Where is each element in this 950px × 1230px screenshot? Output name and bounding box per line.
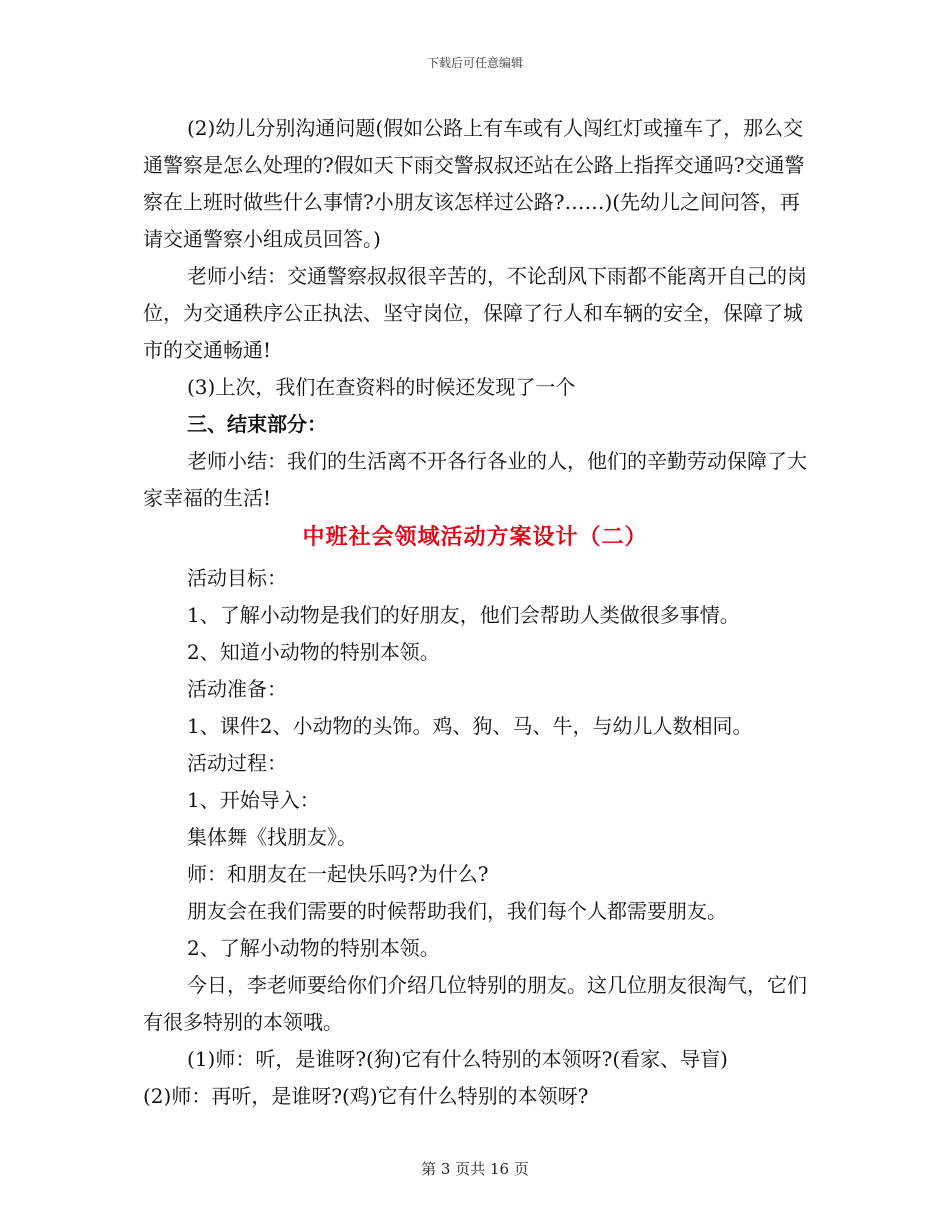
- process-text-question: 师：和朋友在一起快乐吗?为什么?: [187, 862, 489, 886]
- goal-item-1: 1、了解小动物是我们的好朋友，他们会帮助人类做很多事情。: [187, 603, 740, 627]
- page-header: 下载后可任意编辑: [426, 56, 523, 70]
- process-text-intro: 今日，李老师要给你们介绍几位特别的朋友。这几位朋友很淘气，它们有很多特别的本领哦。: [143, 973, 807, 1034]
- document-body: [143, 110, 807, 1115]
- label-activity-preparation: 活动准备：: [187, 677, 287, 701]
- process-text-dance: 集体舞《找朋友》。: [187, 825, 357, 849]
- label-activity-process: 活动过程：: [187, 751, 287, 775]
- paragraph-teacher-summary-2: 老师小结：我们的生活离不开各行各业的人，他们的辛勤劳动保障了大家幸福的生活!: [143, 449, 807, 510]
- goal-item-2: 2、知道小动物的特别本领。: [187, 640, 440, 664]
- process-text-friends: 朋友会在我们需要的时候帮助我们，我们每个人都需要朋友。: [187, 899, 727, 923]
- preparation-item-1: 1、课件2、小动物的头饰。鸡、狗、马、牛，与幼儿人数相同。: [187, 714, 753, 738]
- paragraph-item-3: (3)上次，我们在查资料的时候还发现了一个: [187, 375, 576, 399]
- paragraph-discussion: (2)幼儿分别沟通问题(假如公路上有车或有人闯红灯或撞车了，那么交通警察是怎么处理的?假如天下雨交警叔叔还站在公路上指挥交通吗?交通警察在上班时做些什么事情?小朋友该怎样过公路?……)(先幼儿之间问答，再请交通警察小组成员回答。): [143, 116, 805, 251]
- process-sub-2: (2)师：再听，是谁呀?(鸡)它有什么特别的本领呀?: [143, 1084, 589, 1108]
- section-heading-ending: 三、结束部分：: [187, 412, 327, 436]
- document-title: 中班社会领域活动方案设计（二）: [302, 524, 648, 550]
- paragraph-teacher-summary-1: 老师小结：交通警察叔叔很辛苦的，不论刮风下雨都不能离开自己的岗位，为交通秩序公正执法、坚守岗位，保障了行人和车辆的安全，保障了城市的交通畅通!: [143, 264, 807, 362]
- process-step-2: 2、了解小动物的特别本领。: [187, 936, 440, 960]
- process-step-1: 1、开始导入：: [187, 788, 320, 812]
- page-footer: 第 3 页共 16 页: [421, 1160, 529, 1178]
- process-sub-1: (1)师：听，是谁呀?(狗)它有什么特别的本领呀?(看家、导盲): [187, 1047, 728, 1071]
- label-activity-goals: 活动目标：: [187, 566, 287, 590]
